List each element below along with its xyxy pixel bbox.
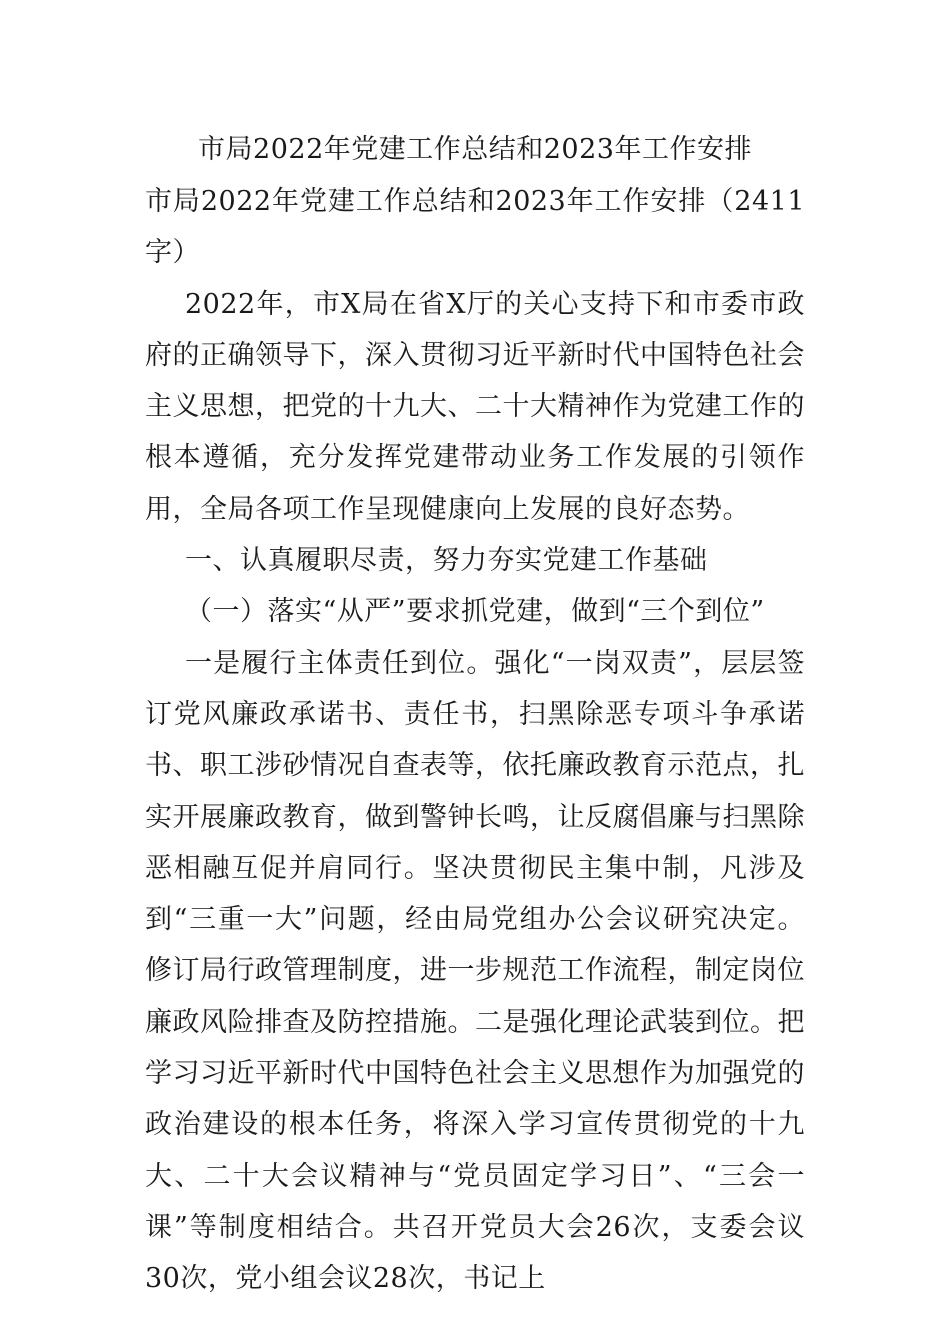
- document-body: [145, 176, 805, 1305]
- document-title: 市局2022年党建工作总结和2023年工作安排: [198, 134, 752, 165]
- paragraph-intro: 2022年，市X局在省X厅的关心支持下和市委市政府的正确领导下，深入贯彻习近平新时代中国特色社会主义思想，把党的十九大、二十大精神作为党建工作的根本遵循，充分发挥党建带动业务工作发展的引领作用，全局各项工作呈现健康向上发展的良好态势。: [145, 288, 805, 525]
- subsection-heading-1: （一）落实“从严”要求抓党建，做到“三个到位”: [185, 596, 765, 628]
- section-heading-1: 一、认真履职尽责，努力夯实党建工作基础: [185, 545, 708, 577]
- document-subtitle: 市局2022年党建工作总结和2023年工作安排（2411字）: [145, 186, 805, 269]
- paragraph-responsibility: 一是履行主体责任到位。强化“一岗双责”，层层签订党风廉政承诺书、责任书，扫黑除恶专项斗争承诺书、职工涉砂情况自查表等，依托廉政教育示范点，扎实开展廉政教育，做到警钟长鸣，让反腐倡廉与扫黑除恶相融互促并肩同行。坚决贯彻民主集中制，凡涉及到“三重一大”问题，经由局党组办公会议研究决定。修订局行政管理制度，进一步规范工作流程，制定岗位廉政风险排查及防控措施。二是强化理论武装到位。把学习习近平新时代中国特色社会主义思想作为加强党的政治建设的根本任务，将深入学习宣传贯彻党的十九大、二十大会议精神与“党员固定学习日”、“三会一课”等制度相结合。共召开党员大会26次，支委会议30次，党小组会议28次，书记上: [145, 647, 805, 1295]
